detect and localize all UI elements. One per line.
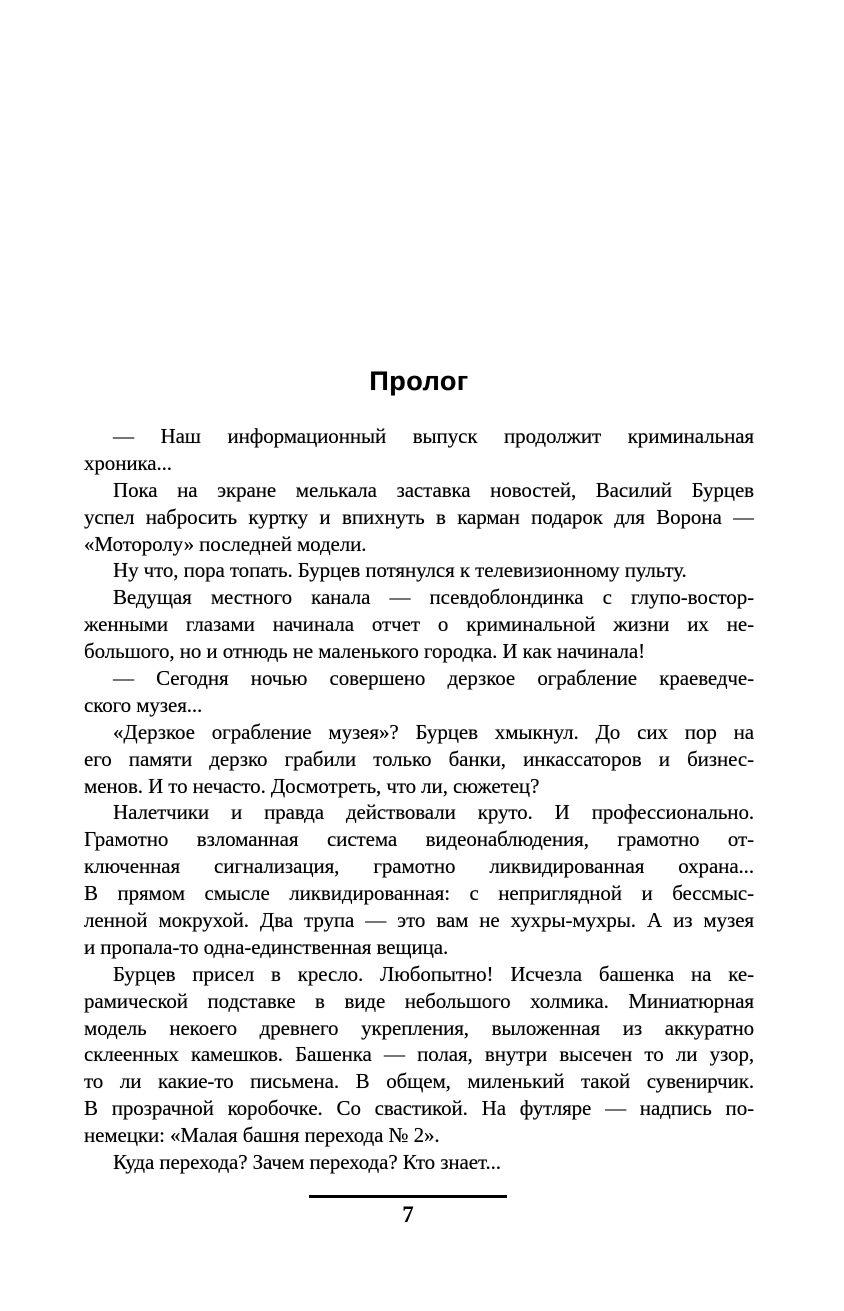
text-line: Ну что, пора топать. Бурцев потянулся к телевизионному пульту.: [113, 558, 687, 583]
text-line: В прозрачной коробочке. Со свастикой. На футляре — надпись по-: [84, 1096, 754, 1121]
text-line: Ведущая местного канала — псевдоблондинка с глупо-востор-: [113, 585, 754, 610]
text-line: ключенная сигнализация, грамотно ликвидированная охрана...: [84, 854, 754, 879]
footer-rule: [309, 1195, 507, 1198]
text-line: Грамотно взломанная система видеонаблюдения, грамотно от-: [84, 827, 754, 852]
text-line: Бурцев присел в кресло. Любопытно! Исчезла башенка на ке-: [113, 961, 754, 986]
text-block: [84, 423, 754, 1176]
text-line: то ли какие-то письмена. В общем, миленький такой сувенирчик.: [84, 1069, 754, 1094]
paragraph: [84, 665, 754, 719]
text-line: — Наш информационный выпуск продолжит криминальная: [113, 424, 754, 448]
text-line: Куда перехода? Зачем перехода? Кто знает...: [113, 1150, 501, 1175]
text-line: его памяти дерзко грабили только банки, инкассаторов и бизнес-: [84, 746, 754, 771]
text-line: рамической подставке в виде небольшого холмика. Миниатюрная: [84, 988, 754, 1013]
text-line: — Сегодня ночью совершено дерзкое ограбление краеведче-: [113, 666, 754, 691]
text-line: модель некоего древнего укрепления, выложенная из аккуратно: [84, 1015, 754, 1040]
text-line: ленной мокрухой. Два трупа — это вам не хухры-мухры. А из музея: [84, 908, 754, 933]
paragraph: [84, 423, 754, 477]
text-line: женными глазами начинала отчет о криминальной жизни их не-: [84, 612, 754, 637]
text-line: ского музея...: [84, 692, 203, 717]
page-title: Пролог: [369, 366, 469, 396]
text-line: Налетчики и правда действовали круто. И профессионально.: [113, 800, 754, 825]
paragraph: [84, 557, 754, 584]
text-line: Пока на экране мелькала заставка новостей, Василий Бурцев: [113, 477, 754, 502]
text-line: успел набросить куртку и впихнуть в карман подарок для Ворона —: [84, 504, 754, 529]
text-line: В прямом смысле ликвидированная: с неприглядной и бессмыс-: [84, 881, 754, 906]
text-line: немецки: «Малая башня перехода № 2».: [84, 1123, 440, 1148]
paragraph: [84, 477, 754, 558]
paragraph: [84, 961, 754, 1149]
text-line: и пропала-то одна-единственная вещица.: [84, 934, 449, 959]
paragraph: [84, 584, 754, 665]
paragraph: [84, 719, 754, 800]
text-line: склеенных камешков. Башенка — полая, внутри высечен то ли узор,: [84, 1042, 754, 1067]
page-number: 7: [402, 1202, 414, 1227]
paragraph: [84, 1149, 754, 1176]
text-line: «Дерзкое ограбление музея»? Бурцев хмыкнул. До сих пор на: [113, 719, 754, 744]
text-line: «Моторолу» последней модели.: [84, 531, 367, 556]
text-line: хроника...: [84, 450, 172, 475]
paragraph: [84, 799, 754, 960]
text-line: большого, но и отнюдь не маленького городка. И как начинала!: [84, 639, 646, 664]
text-line: менов. И то нечасто. Досмотреть, что ли, сюжетец?: [84, 773, 540, 798]
